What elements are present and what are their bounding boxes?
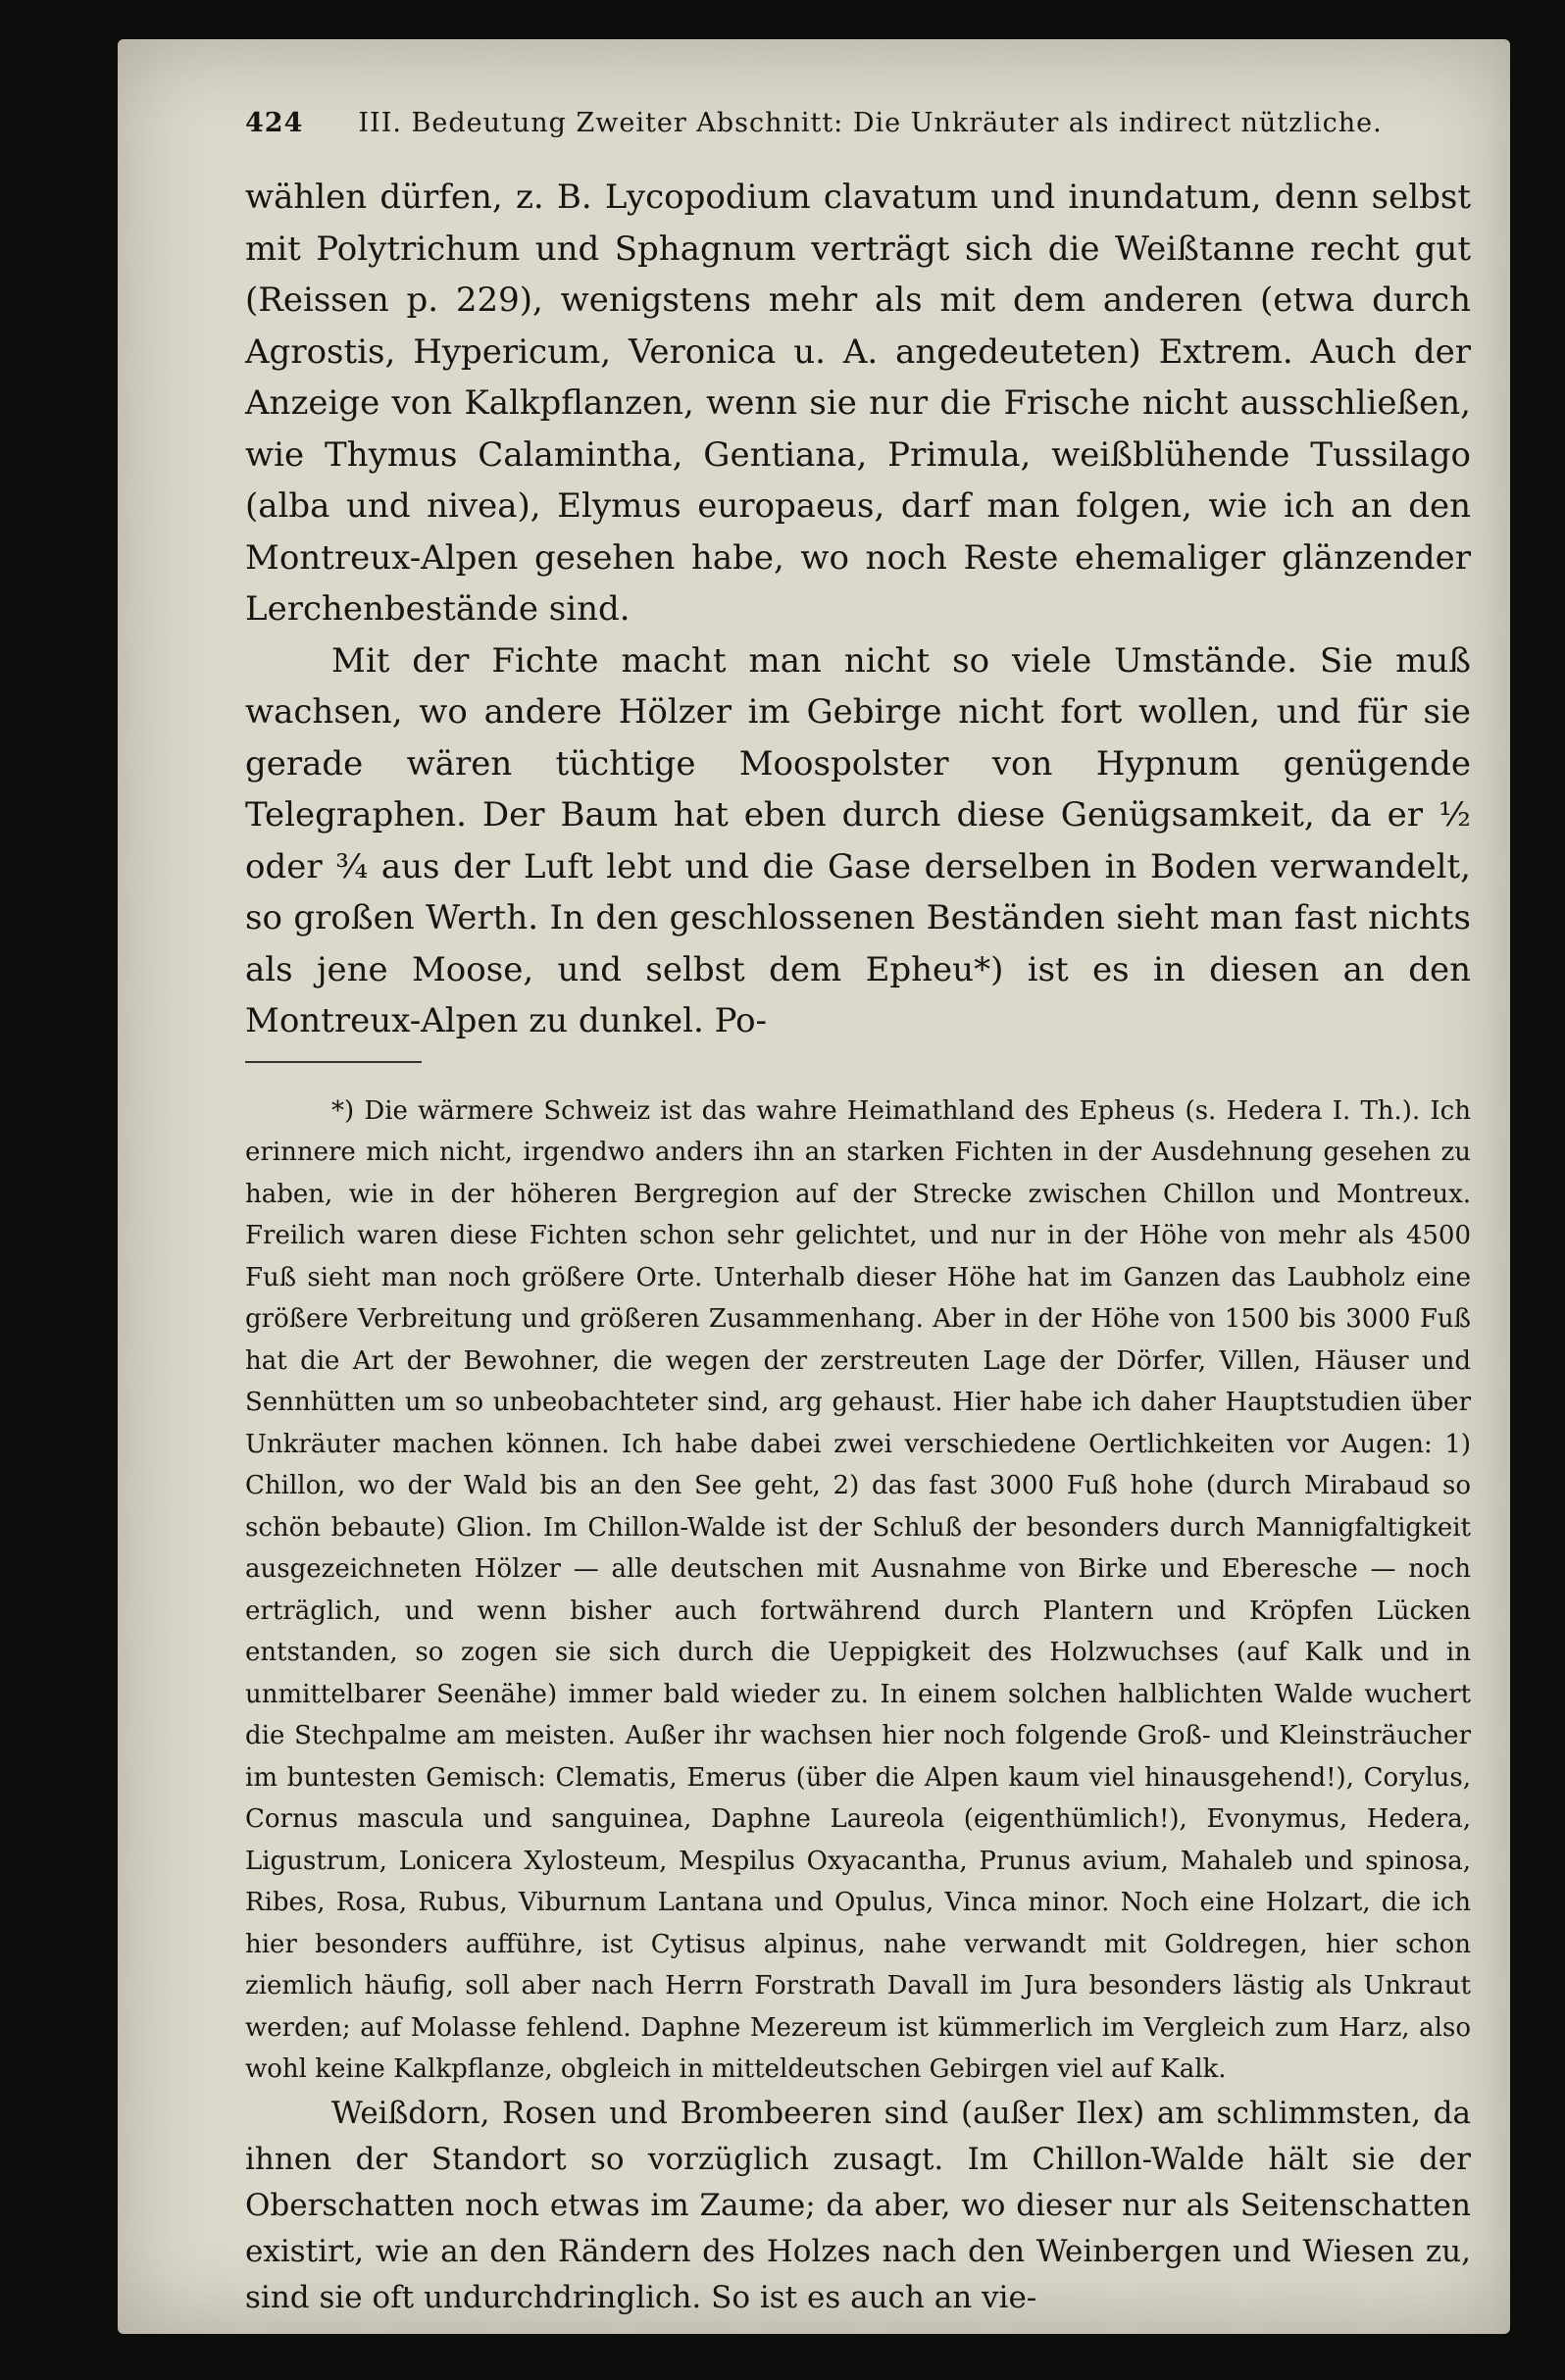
footnote (245, 1090, 1471, 2321)
footnote-paragraph-1: *) Die wärmere Schweiz ist das wahre Heimathland des Epheus (s. Hedera I. Th.). Ich erinnere mich nicht, irgendwo anders ihn an starken Fichten in der Ausdehnung gesehen zu haben, wie in der höheren Bergregion auf der Strecke zwischen Chillon und Montreux. Freilich waren diese Fichten schon sehr gelichtet, und nur in der Höhe von mehr als 4500 Fuß sieht man noch größere Orte. Unterhalb dieser Höhe hat im Ganzen das Laubholz eine größere Verbreitung und größeren Zusammenhang. Aber in der Höhe von 1500 bis 3000 Fuß hat die Art der Bewohner, die wegen der zerstreuten Lage der Dörfer, Villen, Häuser und Sennhütten um so unbeobachteter sind, arg gehaust. Hier habe ich daher Hauptstudien über Unkräuter machen können. Ich habe dabei zwei verschiedene Oertlichkeiten vor Augen: 1) Chillon, wo der Wald bis an den See geht, 2) das fast 3000 Fuß hohe (durch Mirabaud so schön bebaute) Glion. Im Chillon-Walde ist der Schluß der besonders durch Mannigfaltigkeit ausgezeichneten Hölzer — alle deutschen mit Ausnahme von Birke und Eberesche — noch erträglich, und wenn bisher auch fortwährend durch Plantern und Kröpfen Lücken entstanden, so zogen sie sich durch die Ueppigkeit des Holzwuchses (auf Kalk und in unmittelbarer Seenähe) immer bald wieder zu. In einem solchen halblichten Walde wuchert die Stechpalme am meisten. Außer ihr wachsen hier noch folgende Groß- und Kleinsträucher im buntesten Gemisch: Clematis, Emerus (über die Alpen kaum viel hinausgehend!), Corylus, Cornus mascula und sanguinea, Daphne Laureola (eigenthümlich!), Evonymus, Hedera, Ligustrum, Lonicera Xylosteum, Mespilus Oxyacantha, Prunus avium, Mahaleb und spinosa, Ribes, Rosa, Rubus, Viburnum Lantana und Opulus, Vinca minor. Noch eine Holzart, die ich hier besonders aufführe, ist Cytisus alpinus, nahe verwandt mit Goldregen, hier schon ziemlich häufig, soll aber nach Herrn Forstrath Davall im Jura besonders lästig als Unkraut werden; auf Molasse fehlend. Daphne Mezereum ist kümmerlich im Vergleich zum Harz, also wohl keine Kalkpflanze, obgleich in mitteldeutschen Gebirgen viel auf Kalk. (245, 1095, 1471, 2084)
book-page (118, 39, 1510, 2334)
body-paragraph-2: Mit der Fichte macht man nicht so viele Umstände. Sie muß wachsen, wo andere Hölzer im Gebirge nicht fort wollen, und für sie gerade wären tüchtige Moospolster von Hypnum genügende Telegraphen. Der Baum hat eben durch diese Genügsamkeit, da er ½ oder ¾ aus der Luft lebt und die Gase derselben in Boden verwandelt, so großen Werth. In den geschlossenen Beständen sieht man fast nichts als jene Moose, und selbst dem Epheu*) ist es in diesen an den Montreux-Alpen zu dunkel. Po- (245, 640, 1471, 1040)
page-content (245, 108, 1471, 2321)
running-header (245, 108, 1471, 138)
body-paragraph-1: wählen dürfen, z. B. Lycopodium clavatum und inundatum, denn selbst mit Polytrichum und Sphagnum verträgt sich die Weißtanne recht gut (Reissen p. 229), wenigstens mehr als mit dem anderen (etwa durch Agrostis, Hypericum, Veronica u. A. angedeuteten) Extrem. Auch der Anzeige von Kalkpflanzen, wenn sie nur die Frische nicht ausschließen, wie Thymus Calamintha, Gentiana, Primula, weißblühende Tussilago (alba und nivea), Elymus europaeus, darf man folgen, wie ich an den Montreux-Alpen gesehen habe, wo noch Reste ehemaliger glänzender Lerchenbestände sind. (245, 177, 1471, 629)
running-title: III. Bedeutung Zweiter Abschnitt: Die Unkräuter als indirect nützliche. (358, 108, 1383, 138)
main-text (245, 172, 1471, 1047)
footnote-divider (245, 1061, 422, 1063)
page-number: 424 (245, 108, 304, 138)
footnote-paragraph-2: Weißdorn, Rosen und Brombeeren sind (außer Ilex) am schlimmsten, da ihnen der Standort so vorzüglich zusagt. Im Chillon-Walde hält sie der Oberschatten noch etwas im Zaume; da aber, wo dieser nur als Seitenschatten existirt, wie an den Rändern des Holzes nach den Weinbergen und Wiesen zu, sind sie oft undurchdringlich. So ist es auch an vie- (245, 2095, 1471, 2315)
